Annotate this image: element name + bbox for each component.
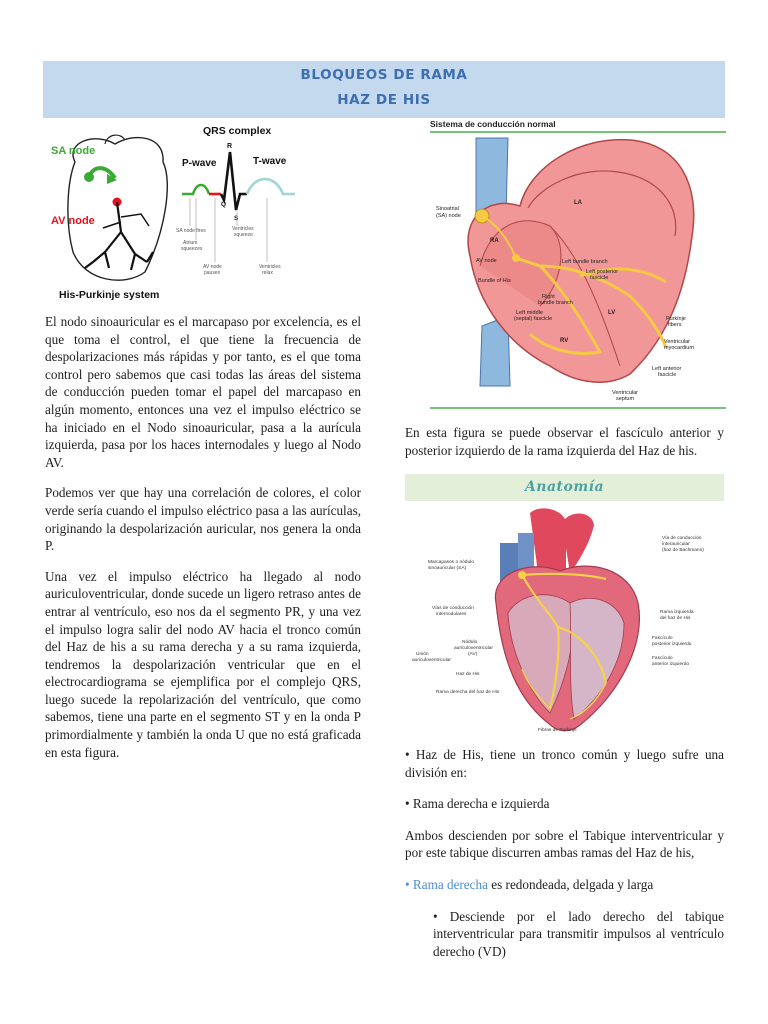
bullet-rama-derecha-izquierda: • Rama derecha e izquierda	[405, 796, 550, 812]
paragraph-nodo-sinoauricular: El nodo sinoauricular es el marcapaso por excelencia, es el que toma el control, el que tiene la frecuencia de despolarizaciones más rápidas y por tanto, es el que toma control pero sabemos que casi todas las áreas del sistema de conducción pueden tomar el papel del marcapaso en algún momento, entonces una vez el impulso eléctrico se ha iniciado en el Nodo sinoauricular, pasa a la aurícula izquierda, pasa por los haces internodales y luego al Nodo AV.	[45, 314, 361, 470]
sub-bullet-desciende: • Desciende por el lado derecho del tabique interventricular para transmitir impulsos al ventrículo derecho (VD)	[433, 908, 724, 959]
svg-text:Left anterior: Left anterior	[652, 366, 682, 372]
ecg-trace-t	[247, 179, 295, 194]
svg-text:Left middle: Left middle	[516, 310, 543, 316]
svg-text:Ventricles: Ventricles	[259, 264, 281, 270]
paragraph-impulso-electrico: Una vez el impulso eléctrico ha llegado al nodo auriculoventricular, donde sucede un ligero retraso antes de entrar al ventrículo, eso nos da el segmento PR, y una vez el impulso logra salir del nodo AV hacia el tronco común del Haz de his a su rama derecha y a su rama izquierda, tendremos la despolarización ventricular que en el electrocardiograma se ejemplifica por el complejo QRS, luego sucede la repolarización del ventrículo, que como sabemos, tiene una parte en el segmento ST y en la onda P primordialmente y también la onda U que no está graficada en esta figura.	[45, 568, 361, 760]
svg-text:internodulares: internodulares	[436, 612, 467, 617]
r-label: R	[227, 143, 233, 150]
anatomy-figure	[410, 503, 724, 737]
conduction-caption: En esta figura se puede observar el fascículo anterior y posterior izquierdo de la rama izquierda del Haz de his.	[405, 425, 724, 458]
svg-text:Fascículo: Fascículo	[652, 656, 673, 661]
left-column	[45, 313, 361, 774]
svg-text:Vía de conducción: Vía de conducción	[662, 536, 702, 541]
conduction-caption-block	[405, 424, 724, 459]
svg-text:squeeze: squeeze	[234, 232, 253, 238]
conduction-system-figure	[430, 116, 726, 412]
svg-text:LA: LA	[574, 200, 582, 206]
svg-text:squeezes: squeezes	[181, 246, 203, 252]
bullet-haz-de-his: • Haz de His, tiene un tronco común y luego sufre una división en:	[405, 747, 724, 780]
t-wave-label: T-wave	[253, 156, 287, 167]
svg-text:posterior izquierdo: posterior izquierdo	[652, 642, 692, 647]
title-banner	[43, 61, 725, 118]
svg-text:relax: relax	[262, 270, 273, 276]
svg-text:(septal) fascicle: (septal) fascicle	[514, 316, 553, 322]
svg-text:AV node: AV node	[476, 258, 497, 264]
paragraph-correlacion-colores: Podemos ver que hay una correlación de colores, el color verde sería cuando el impulso eléctrico pasa a las aurículas, originando la despolarización auricular, nos genera la onda P.	[45, 485, 361, 554]
ecg-trace-p	[182, 185, 209, 194]
ecg-trace-qrs	[221, 152, 247, 210]
svg-text:Nódulo: Nódulo	[462, 640, 478, 645]
rama-derecha-text: es redondeada, delgada y larga	[487, 876, 654, 892]
svg-text:SA node fires: SA node fires	[176, 228, 206, 234]
ecg-figure	[45, 122, 361, 304]
svg-text:sinoauricular (SA): sinoauricular (SA)	[428, 566, 467, 571]
svg-text:Bundle of His: Bundle of His	[478, 278, 511, 284]
svg-text:fascicle: fascicle	[658, 372, 677, 378]
his-purkinje-label: His-Purkinje system	[59, 289, 160, 301]
svg-text:LV: LV	[608, 310, 616, 316]
sa-node-label: SA node	[51, 145, 96, 157]
conduction-figure-title: Sistema de conducción normal	[430, 119, 556, 129]
svg-text:anterior izquierdo: anterior izquierdo	[652, 662, 690, 667]
svg-text:fibers: fibers	[668, 322, 682, 328]
svg-text:Atrium: Atrium	[183, 240, 198, 246]
q-label: Q	[221, 201, 227, 208]
svg-text:(AV): (AV)	[468, 652, 478, 657]
p-wave-label: P-wave	[182, 158, 217, 169]
svg-text:Marcapasos o nódulo: Marcapasos o nódulo	[428, 560, 474, 565]
svg-text:septum: septum	[616, 396, 635, 402]
svg-text:RA: RA	[490, 238, 499, 244]
svg-text:auriculoventricular: auriculoventricular	[454, 646, 493, 651]
rama-derecha-line	[405, 876, 724, 894]
svg-text:(haz de Bachmann): (haz de Bachmann)	[662, 548, 704, 553]
rama-derecha-label: • Rama derecha	[405, 876, 488, 892]
svg-text:auriculoventricular: auriculoventricular	[412, 658, 451, 663]
paragraph-ambos: Ambos descienden por sobre el Tabique interventricular y por este tabique discurren ambas ramas del Haz de his,	[405, 827, 724, 861]
svg-text:Sinoatrial: Sinoatrial	[436, 206, 459, 212]
svg-text:Vías de conducción: Vías de conducción	[432, 606, 474, 611]
svg-text:Ventricles: Ventricles	[232, 226, 254, 232]
svg-text:Haz de His: Haz de His	[456, 672, 480, 677]
svg-text:Fibras de Purkinje: Fibras de Purkinje	[538, 728, 577, 733]
svg-text:(SA) node: (SA) node	[436, 213, 461, 219]
svg-text:bundle branch: bundle branch	[538, 300, 573, 306]
his-description	[405, 746, 724, 960]
svg-text:Fascículo: Fascículo	[652, 636, 673, 641]
svg-text:Unión: Unión	[416, 652, 429, 657]
svg-text:Rama izquierda: Rama izquierda	[660, 610, 694, 615]
svg-text:Ventricular: Ventricular	[612, 390, 638, 396]
title-line-2: HAZ DE HIS	[337, 92, 431, 108]
svg-text:Purkinje: Purkinje	[666, 316, 686, 322]
svg-text:RV: RV	[560, 338, 569, 344]
svg-text:Left posterior: Left posterior	[586, 269, 619, 275]
svg-text:fascicle: fascicle	[590, 275, 609, 281]
title-line-1: BLOQUEOS DE RAMA	[300, 67, 468, 83]
svg-text:Rama derecha del haz de His: Rama derecha del haz de His	[436, 690, 500, 695]
svg-text:Right: Right	[542, 294, 555, 300]
s-label: S	[234, 215, 239, 222]
svg-text:del haz de His: del haz de His	[660, 616, 691, 621]
svg-text:Ventricular: Ventricular	[664, 339, 690, 345]
qrs-title: QRS complex	[203, 125, 272, 137]
svg-text:AV node: AV node	[203, 264, 222, 270]
anatomia-heading: Anatomía	[405, 474, 724, 501]
svg-text:pauses: pauses	[204, 270, 221, 276]
av-node-label: AV node	[51, 215, 95, 227]
svg-text:Left bundle branch: Left bundle branch	[562, 259, 608, 265]
svg-text:interauricular: interauricular	[662, 542, 690, 547]
svg-text:myocardium: myocardium	[664, 345, 694, 351]
